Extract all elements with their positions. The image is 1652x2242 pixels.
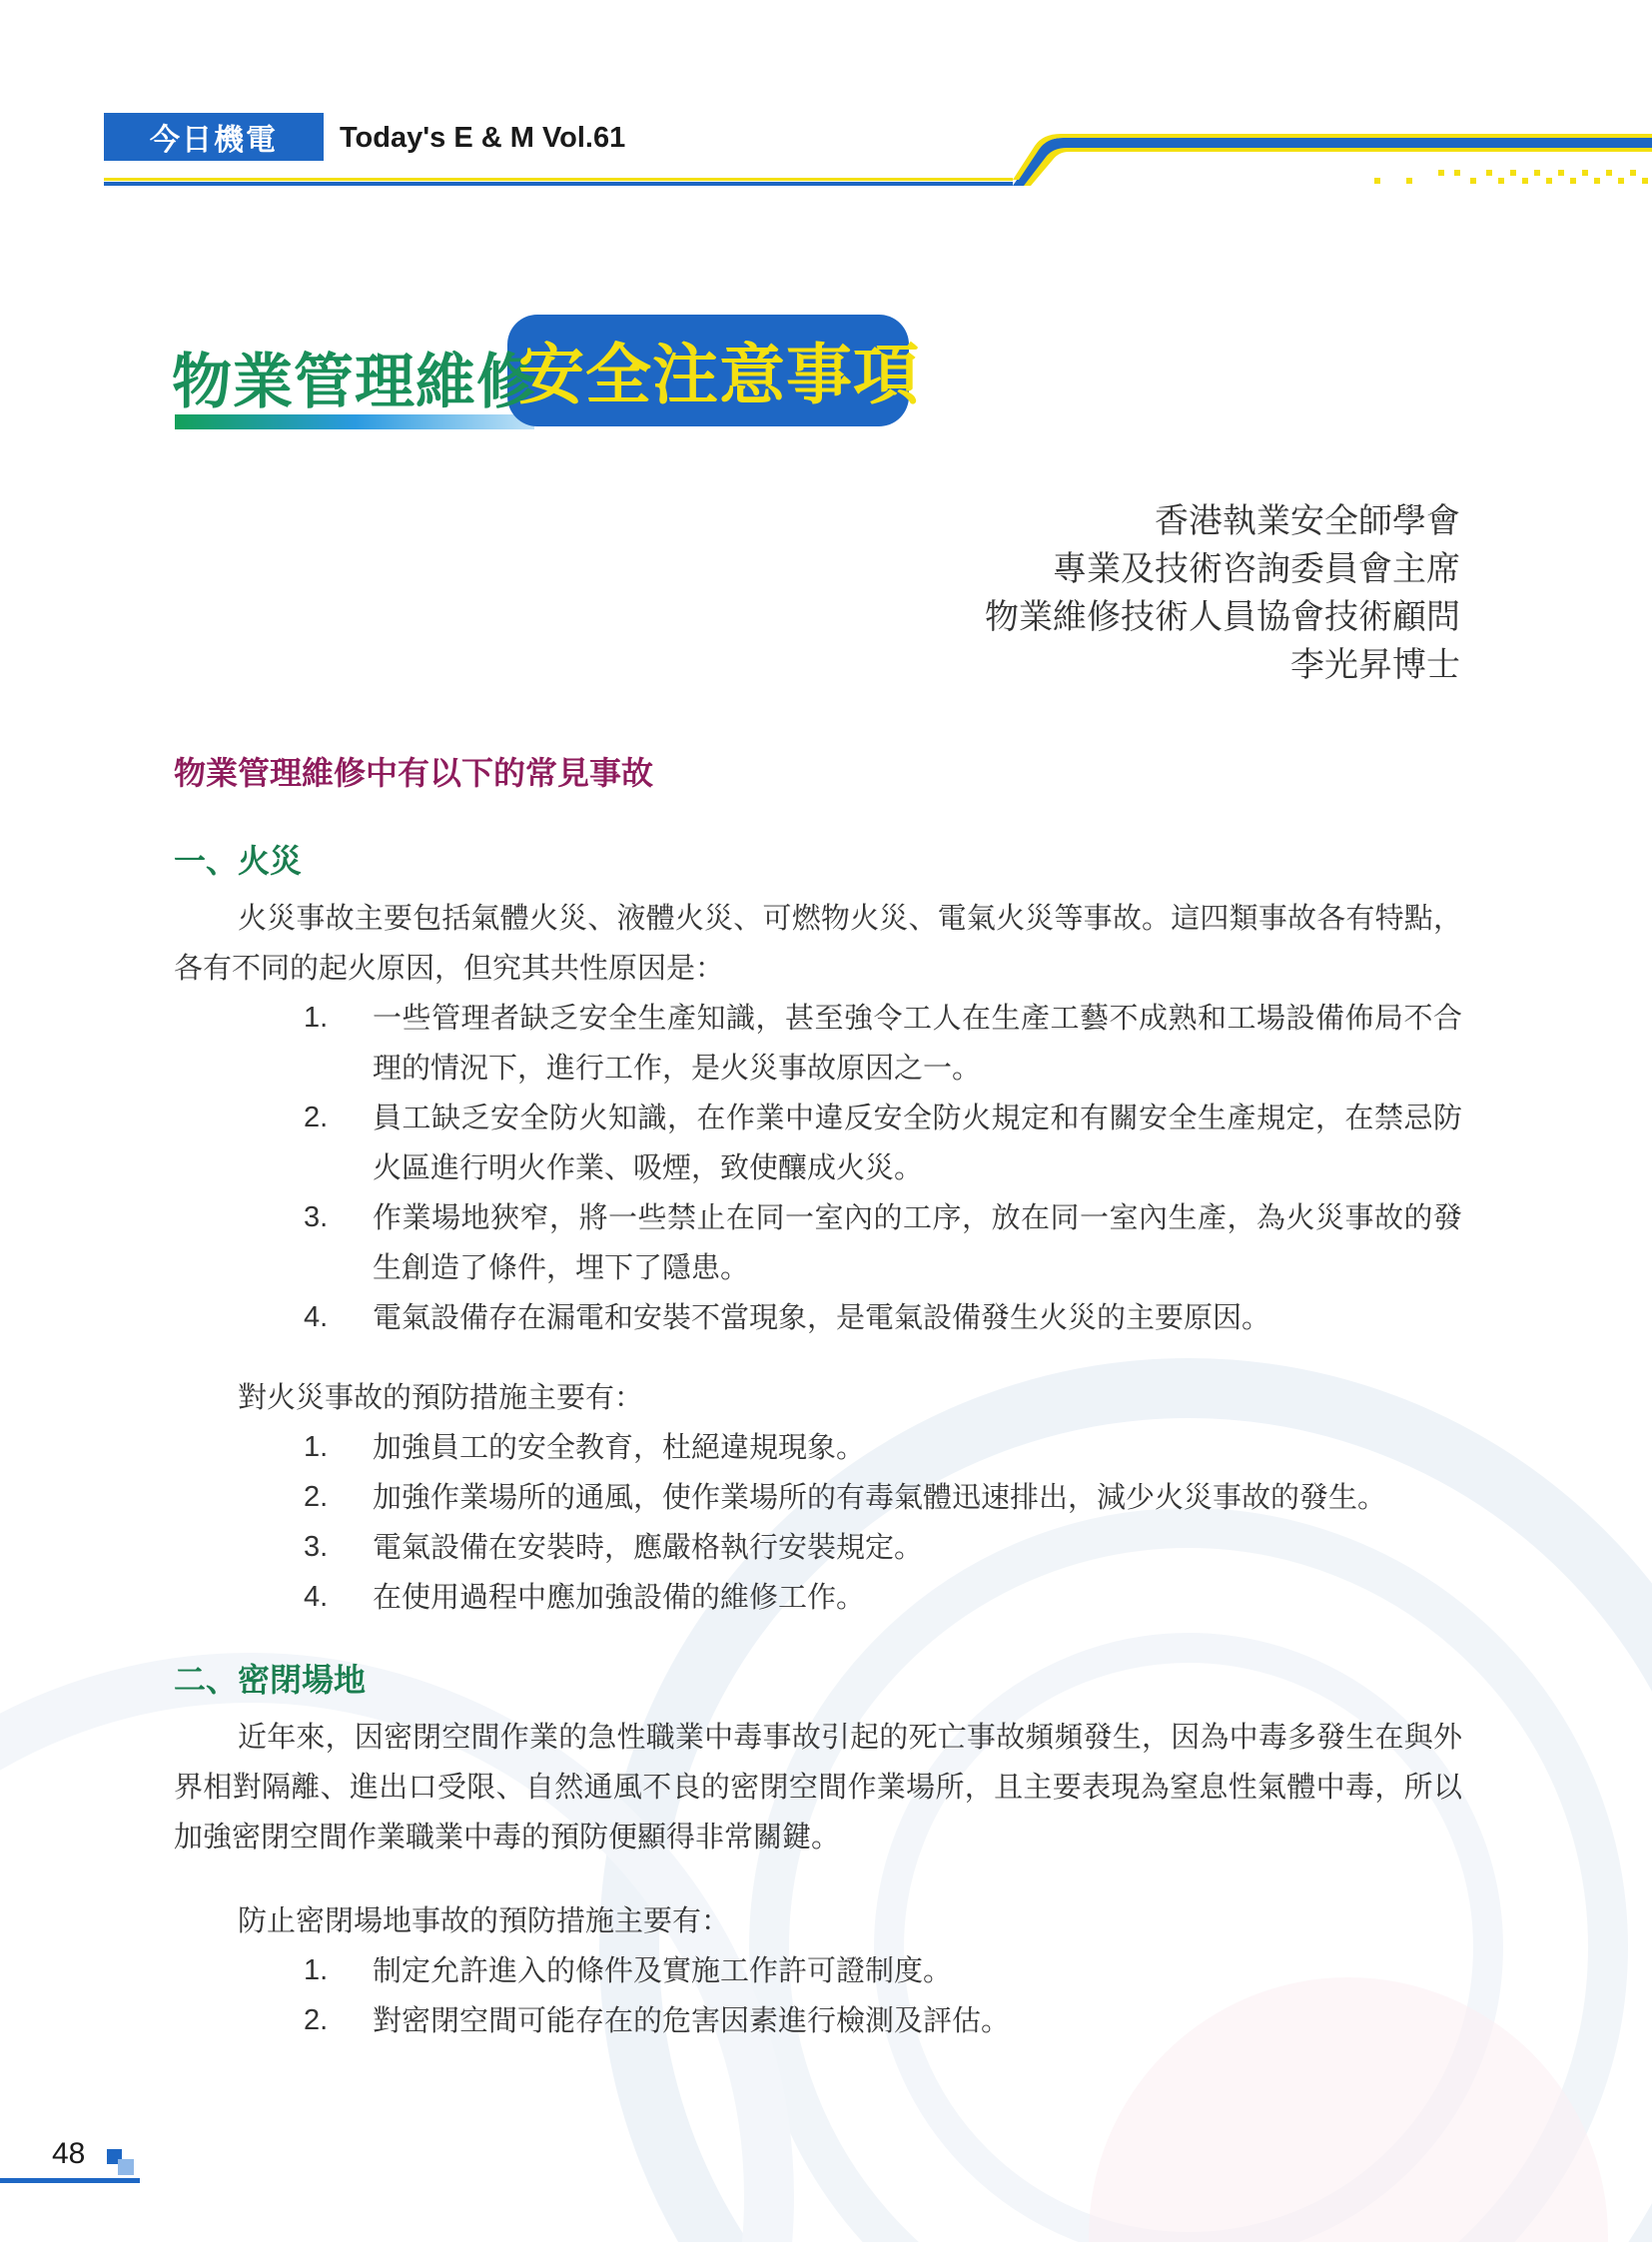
confined-space-measures-list bbox=[174, 1945, 1462, 2045]
confined-space-measures-lead: 防止密閉場地事故的預防措施主要有： bbox=[238, 1903, 731, 1937]
list-item bbox=[174, 1522, 1462, 1572]
list-item bbox=[174, 1422, 1462, 1472]
list-item bbox=[174, 1945, 1462, 1995]
list-item bbox=[174, 1572, 1462, 1622]
list-text: 對密閉空間可能存在的危害因素進行檢測及評估。 bbox=[373, 2003, 1011, 2037]
list-item bbox=[174, 1995, 1462, 2045]
list-number: 4. bbox=[304, 1301, 329, 1333]
footer-decoration bbox=[0, 2135, 200, 2215]
page-number: 48 bbox=[52, 2137, 86, 2170]
author-name: 李光昇博士 bbox=[1290, 645, 1460, 685]
list-item bbox=[174, 993, 1462, 1093]
fire-measures-list bbox=[174, 1422, 1462, 1622]
list-item bbox=[174, 1472, 1462, 1522]
section-paragraph-confined-space: 近年來，因密閉空間作業的急性職業中毒事故引起的死亡事故頻頻發生，因為中毒多發生在與外界相對隔離、進出口受限、自然通風不良的密閉空間作業場所，且主要表現為窒息性氣體中毒，所以加強密閉空間作業職業中毒的預防便顯得非常關鍵。 bbox=[174, 1720, 1462, 1854]
list-text: 電氣設備存在漏電和安裝不當現象，是電氣設備發生火災的主要原因。 bbox=[373, 1300, 1271, 1334]
author-advisor-role: 物業維修技術人員協會技術顧問 bbox=[985, 597, 1460, 637]
article-title-main: 物業管理維修 bbox=[172, 348, 537, 417]
list-item bbox=[174, 1292, 1462, 1342]
list-number: 3. bbox=[304, 1531, 329, 1563]
intro-heading: 物業管理維修中有以下的常見事故 bbox=[174, 754, 654, 792]
author-block bbox=[985, 497, 1460, 689]
list-number: 3. bbox=[304, 1201, 329, 1233]
list-text: 作業場地狹窄，將一些禁止在同一室內的工序，放在同一室內生產，為火災事故的發生創造了條件，埋下了隱患。 bbox=[373, 1200, 1462, 1284]
list-number: 1. bbox=[304, 1954, 329, 1986]
list-number: 2. bbox=[304, 1481, 329, 1513]
author-organization: 香港執業安全師學會 bbox=[1155, 501, 1460, 541]
section-paragraph-fire: 火災事故主要包括氣體火災、液體火災、可燃物火災、電氣火災等事故。這四類事故各有特點，各有不同的起火原因，但究其共性原因是： bbox=[174, 901, 1462, 985]
list-item bbox=[174, 1192, 1462, 1292]
list-number: 2. bbox=[304, 1102, 329, 1133]
list-number: 4. bbox=[304, 1581, 329, 1613]
list-text: 一些管理者缺乏安全生產知識，甚至強令工人在生產工藝不成熟和工場設備佈局不合理的情況下，進行工作，是火災事故原因之一。 bbox=[373, 1001, 1462, 1085]
article-title-highlight: 安全注意事項 bbox=[518, 337, 920, 413]
article-body bbox=[174, 751, 1462, 2045]
list-number: 1. bbox=[304, 1002, 329, 1034]
list-text: 電氣設備在安裝時，應嚴格執行安裝規定。 bbox=[373, 1530, 924, 1564]
list-item bbox=[174, 1093, 1462, 1192]
section-heading-confined-space: 二、密閉場地 bbox=[174, 1661, 367, 1699]
author-position: 專業及技術咨詢委員會主席 bbox=[1053, 549, 1460, 589]
list-text: 員工缺乏安全防火知識，在作業中違反安全防火規定和有關安全生產規定，在禁忌防火區進行明火作業、吸煙，致使釀成火災。 bbox=[373, 1101, 1462, 1184]
list-text: 加強作業場所的通風，使作業場所的有毒氣體迅速排出，減少火災事故的發生。 bbox=[373, 1480, 1387, 1514]
fire-measures-lead: 對火災事故的預防措施主要有： bbox=[238, 1380, 644, 1414]
header-decoration-bar bbox=[0, 120, 1652, 200]
section-heading-fire: 一、火災 bbox=[174, 842, 303, 880]
list-text: 在使用過程中應加強設備的維修工作。 bbox=[373, 1580, 866, 1614]
list-text: 加強員工的安全教育，杜絕違規現象。 bbox=[373, 1430, 866, 1464]
list-number: 1. bbox=[304, 1431, 329, 1463]
list-text: 制定允許進入的條件及實施工作許可證制度。 bbox=[373, 1953, 953, 1987]
magazine-name-label: 今日機電 bbox=[104, 113, 324, 161]
list-number: 2. bbox=[304, 2004, 329, 2036]
magazine-issue-label: Today's E & M Vol.61 bbox=[340, 121, 626, 154]
fire-causes-list bbox=[174, 993, 1462, 1342]
